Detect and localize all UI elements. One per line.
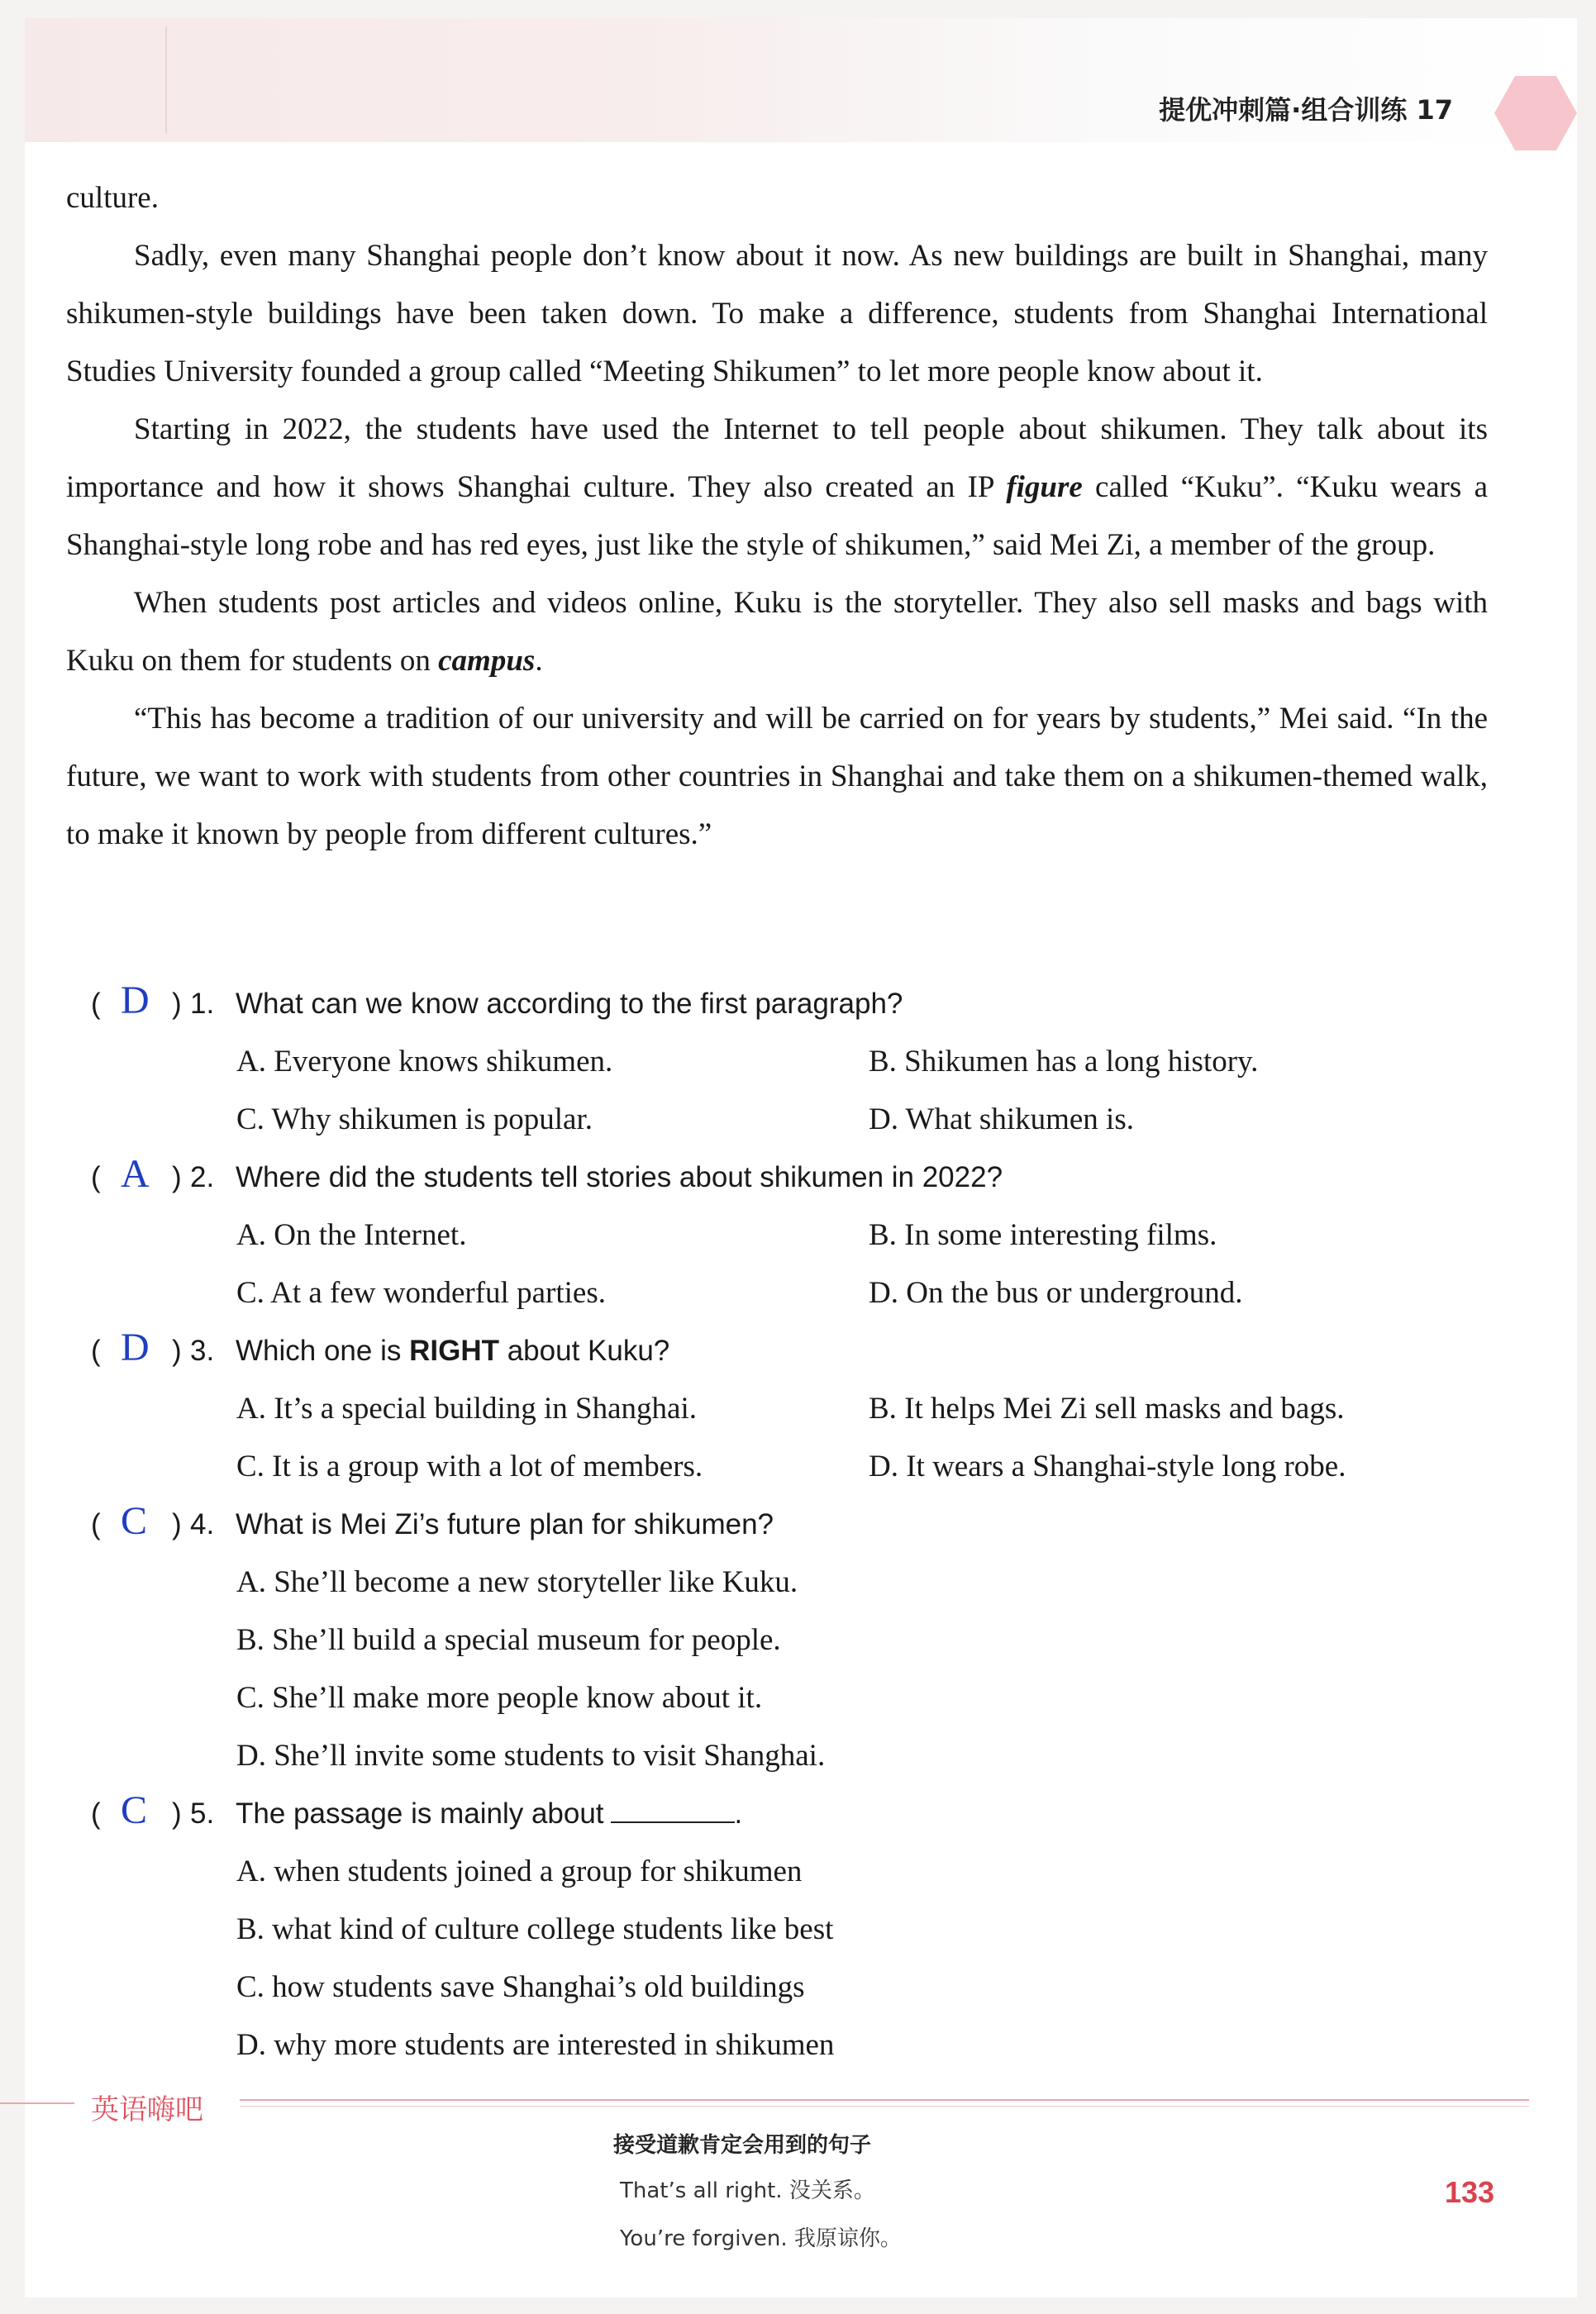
answer-blank bbox=[611, 1793, 735, 1823]
option-b[interactable]: B. She’ll build a special museum for people. bbox=[236, 1623, 781, 1657]
passage-paragraph-1: Sadly, even many Shanghai people don’t know about it now. As new buildings are built in Shanghai, many shikumen-style buildings have been taken down. To make a difference, students from Shanghai International Studies University founded a group called “Meeting Shikumen” to let more people know about it. bbox=[66, 239, 1488, 388]
option-a[interactable]: A. She’ll become a new storyteller like Kuku. bbox=[236, 1565, 798, 1599]
paren-right: ) bbox=[172, 1161, 182, 1193]
footer-divider-left bbox=[0, 2102, 74, 2104]
question-number: 1. bbox=[190, 988, 215, 1020]
footer-heading: 接受道歉肯定会用到的句子 bbox=[613, 2133, 872, 2158]
emphasis-word: RIGHT bbox=[409, 1335, 499, 1367]
passage-paragraph-2 bbox=[66, 401, 1488, 574]
text-run: Starting in 2022, the students have used the Internet to tell people about shikumen. They talk about its importance and how it shows Shanghai culture. They also created an IP bbox=[66, 412, 1488, 504]
section-title: 提优冲刺篇·组合训练 17 bbox=[1159, 94, 1453, 126]
option-a[interactable]: A. when students joined a group for shikumen bbox=[236, 1855, 803, 1888]
paren-right: ) bbox=[172, 1335, 182, 1367]
question-4 bbox=[91, 1496, 1496, 1785]
question-text: What can we know according to the first paragraph? bbox=[236, 988, 903, 1020]
answer-mark: D bbox=[121, 978, 150, 1022]
option-c[interactable]: C. She’ll make more people know about it. bbox=[236, 1681, 763, 1715]
option-c[interactable]: C. how students save Shanghai’s old buildings bbox=[236, 1970, 805, 2004]
footer-divider-thin bbox=[240, 2106, 1529, 2107]
option-d[interactable]: D. On the bus or underground. bbox=[869, 1276, 1243, 1310]
option-b[interactable]: B. what kind of culture college students like best bbox=[236, 1912, 834, 1946]
paren-left: ( bbox=[91, 988, 101, 1020]
footer-divider bbox=[240, 2099, 1529, 2101]
question-5 bbox=[91, 1785, 1496, 2074]
question-text: Where did the students tell stories about shikumen in 2022? bbox=[236, 1161, 1003, 1193]
option-b[interactable]: B. Shikumen has a long history. bbox=[869, 1045, 1259, 1078]
question-number: 3. bbox=[190, 1335, 215, 1367]
option-c[interactable]: C. At a few wonderful parties. bbox=[236, 1276, 606, 1310]
question-stem bbox=[91, 975, 1496, 1033]
question-3 bbox=[91, 1322, 1496, 1496]
option-d[interactable]: D. It wears a Shanghai-style long robe. bbox=[869, 1450, 1346, 1483]
option-d[interactable]: D. What shikumen is. bbox=[869, 1102, 1134, 1136]
text-run: Which one is bbox=[236, 1335, 410, 1367]
text-run: When students post articles and videos online, Kuku is the storyteller. They also sell masks and bags with Kuku on them for students on bbox=[66, 586, 1488, 678]
page-number: 133 bbox=[1445, 2175, 1495, 2209]
passage-paragraph-3 bbox=[66, 574, 1488, 690]
options bbox=[236, 1843, 1496, 2074]
question-stem bbox=[91, 1322, 1496, 1380]
question-stem bbox=[91, 1496, 1496, 1554]
question-text: The passage is mainly about . bbox=[236, 1785, 742, 1843]
footer-sentence-2: You’re forgiven. 我原谅你。 bbox=[620, 2226, 902, 2251]
question-number: 4. bbox=[190, 1508, 215, 1540]
question-stem bbox=[91, 1149, 1496, 1207]
question-1 bbox=[91, 975, 1496, 1149]
option-b[interactable]: B. It helps Mei Zi sell masks and bags. bbox=[869, 1392, 1345, 1426]
paren-right: ) bbox=[172, 988, 182, 1020]
option-c[interactable]: C. It is a group with a lot of members. bbox=[236, 1450, 703, 1483]
option-a[interactable]: A. It’s a special building in Shanghai. bbox=[236, 1392, 697, 1426]
text-run: about Kuku? bbox=[498, 1335, 670, 1367]
paren-left: ( bbox=[91, 1797, 101, 1830]
answer-mark: C bbox=[121, 1788, 148, 1832]
passage-paragraph-0: culture. bbox=[66, 181, 159, 215]
answer-mark: A bbox=[121, 1152, 150, 1196]
text-run: called “Kuku”. “Kuku wears a Shanghai-style long robe and has red eyes, just like the style of shikumen,” said Mei Zi, a member of the group. bbox=[66, 470, 1488, 562]
question-text: What is Mei Zi’s future plan for shikumen? bbox=[236, 1508, 774, 1540]
question-number: 2. bbox=[190, 1161, 215, 1193]
text-run: The passage is mainly about bbox=[236, 1797, 604, 1830]
options bbox=[236, 1207, 1496, 1322]
paren-left: ( bbox=[91, 1335, 101, 1367]
paren-right: ) bbox=[172, 1508, 182, 1540]
paren-left: ( bbox=[91, 1508, 101, 1540]
text-run: . bbox=[535, 644, 543, 678]
answer-mark: C bbox=[121, 1499, 148, 1543]
footer-brand: 英语嗨吧 bbox=[91, 2093, 203, 2126]
footer-sentence-1: That’s all right. 没关系。 bbox=[620, 2178, 875, 2203]
option-a[interactable]: A. On the Internet. bbox=[236, 1218, 467, 1252]
reading-passage bbox=[66, 169, 1488, 864]
answer-mark: D bbox=[121, 1326, 150, 1369]
question-number: 5. bbox=[190, 1797, 215, 1830]
vocab-word: figure bbox=[1006, 470, 1083, 504]
option-d[interactable]: D. why more students are interested in shikumen bbox=[236, 2028, 835, 2062]
question-2 bbox=[91, 1149, 1496, 1322]
option-a[interactable]: A. Everyone knows shikumen. bbox=[236, 1045, 613, 1078]
options bbox=[236, 1033, 1496, 1149]
vocab-word: campus bbox=[438, 644, 536, 678]
options bbox=[236, 1554, 1496, 1785]
option-c[interactable]: C. Why shikumen is popular. bbox=[236, 1102, 593, 1136]
paren-left: ( bbox=[91, 1161, 101, 1193]
paren-right: ) bbox=[172, 1797, 182, 1830]
option-b[interactable]: B. In some interesting films. bbox=[869, 1218, 1217, 1252]
option-d[interactable]: D. She’ll invite some students to visit Shanghai. bbox=[236, 1739, 826, 1773]
options bbox=[236, 1380, 1496, 1496]
header-divider bbox=[165, 26, 167, 134]
question-text bbox=[236, 1322, 669, 1380]
question-list bbox=[91, 975, 1496, 2074]
passage-paragraph-4: “This has become a tradition of our university and will be carried on for years by students,” Mei said. “In the future, we want to work with students from other countries in Shanghai and take them on a shikumen-themed walk, to make it known by people from different cultures.” bbox=[66, 702, 1488, 851]
question-stem bbox=[91, 1785, 1496, 1843]
